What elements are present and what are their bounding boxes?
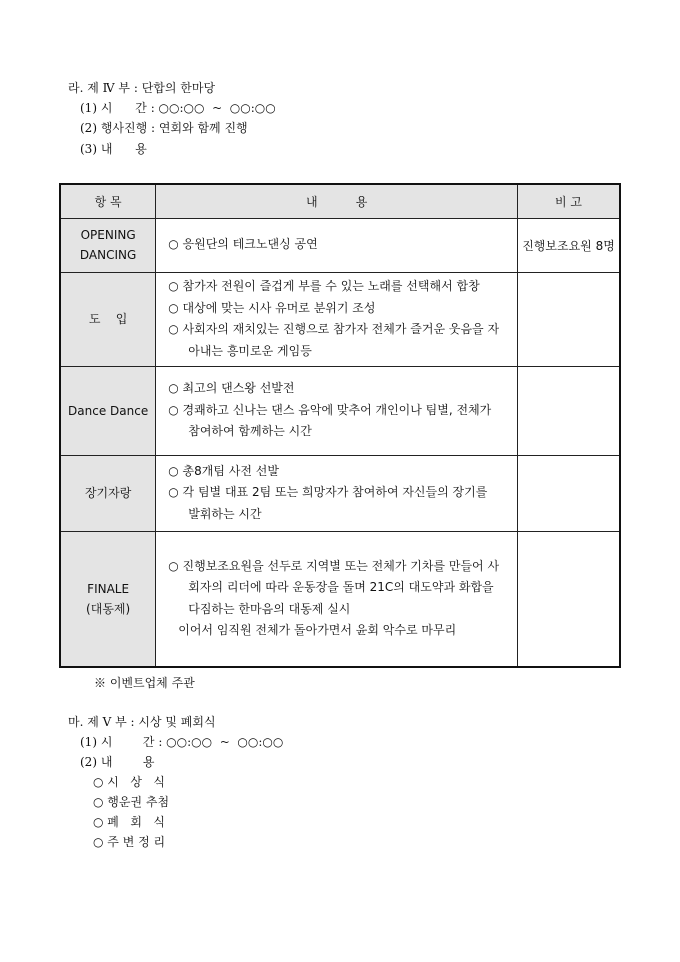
section4-time: (1) 시 간 : ○○:○○ ~ ○○:○○ <box>80 101 276 115</box>
table-row <box>60 531 620 667</box>
section4-title: 라. 제 Ⅳ 부 : 단합의 한마당 <box>68 81 216 95</box>
content-line: 참여하여 함께하는 시간 <box>188 424 312 439</box>
category-line: 장기자랑 <box>84 486 132 500</box>
content-line: 회자의 리더에 따라 운동장을 돌며 21C의 대도약과 화합을 <box>188 580 494 595</box>
row-note: 진행보조요원 8명 <box>518 218 620 272</box>
content-line: 이어서 임직원 전체가 돌아가면서 윤회 악수로 마무리 <box>178 623 457 638</box>
header-note: 비 고 <box>518 184 620 218</box>
footnote: ※ 이벤트업체 주관 <box>94 676 195 690</box>
category-line: FINALE <box>87 581 130 596</box>
row-category <box>60 218 156 272</box>
section5-item: ○ 주 변 정 리 <box>93 835 166 849</box>
section5-item: ○ 시 상 식 <box>93 775 165 789</box>
content-line: ○ 응원단의 테크노댄싱 공연 <box>168 237 318 252</box>
content-line: 다짐하는 한마음의 대동제 실시 <box>188 601 351 616</box>
row-category <box>60 455 156 531</box>
content-line: ○ 사회자의 재치있는 진행으로 참가자 전체가 즐거운 웃음을 자 <box>168 322 500 336</box>
content-line: ○ 각 팀별 대표 2팀 또는 희망자가 참여하여 자신들의 장기를 <box>168 485 488 500</box>
section5-content-label: (2) 내 용 <box>80 755 155 769</box>
category-line: 도 입 <box>88 312 128 326</box>
row-content <box>156 272 518 366</box>
content-line: ○ 경쾌하고 신나는 댄스 음악에 맞추어 개인이나 팀별, 전체가 <box>168 402 492 417</box>
row-note <box>518 272 620 366</box>
row-note <box>518 455 620 531</box>
row-content <box>156 366 518 455</box>
row-category <box>60 272 156 366</box>
header-item: 항 목 <box>60 184 156 218</box>
content-line: ○ 진행보조요원을 선두로 지역별 또는 전체가 기차를 만들어 사 <box>168 558 500 573</box>
row-category <box>60 366 156 455</box>
table-row <box>60 366 620 455</box>
row-content <box>156 455 518 531</box>
table-row <box>60 272 620 366</box>
section5-item: ○ 행운권 추첨 <box>93 795 170 809</box>
section4-progress: (2) 행사진행 : 연회와 함께 진행 <box>80 121 248 135</box>
category-line: Dance Dance <box>68 403 149 418</box>
row-note <box>518 366 620 455</box>
content-line: 아내는 흥미로운 게임등 <box>188 343 312 358</box>
section5-item: ○ 폐 회 식 <box>93 815 165 829</box>
row-note <box>518 531 620 667</box>
content-line: ○ 총8개팀 사전 선발 <box>168 463 279 478</box>
content-line: ○ 대상에 맞는 시사 유머로 분위기 조성 <box>168 300 376 315</box>
category-line: (대동제) <box>86 601 131 616</box>
table-header-row <box>60 184 620 218</box>
content-line: ○ 참가자 전원이 즐겁게 부를 수 있는 노래를 선택해서 합창 <box>168 279 480 293</box>
row-category <box>60 531 156 667</box>
section5-time: (1) 시 간 : ○○:○○ ~ ○○:○○ <box>80 735 284 749</box>
category-line: OPENING <box>80 228 136 242</box>
row-content <box>156 531 518 667</box>
category-line: DANCING <box>79 248 137 262</box>
section5-title: 마. 제 Ⅴ 부 : 시상 및 폐회식 <box>68 715 216 729</box>
row-content <box>156 218 518 272</box>
table-row <box>60 455 620 531</box>
table-row <box>60 218 620 272</box>
program-table <box>59 183 621 668</box>
header-content: 내 용 <box>156 184 518 218</box>
content-line: ○ 최고의 댄스왕 선발전 <box>168 381 295 396</box>
section4-content-label: (3) 내 용 <box>80 142 147 156</box>
content-line: 발휘하는 시간 <box>188 506 262 521</box>
